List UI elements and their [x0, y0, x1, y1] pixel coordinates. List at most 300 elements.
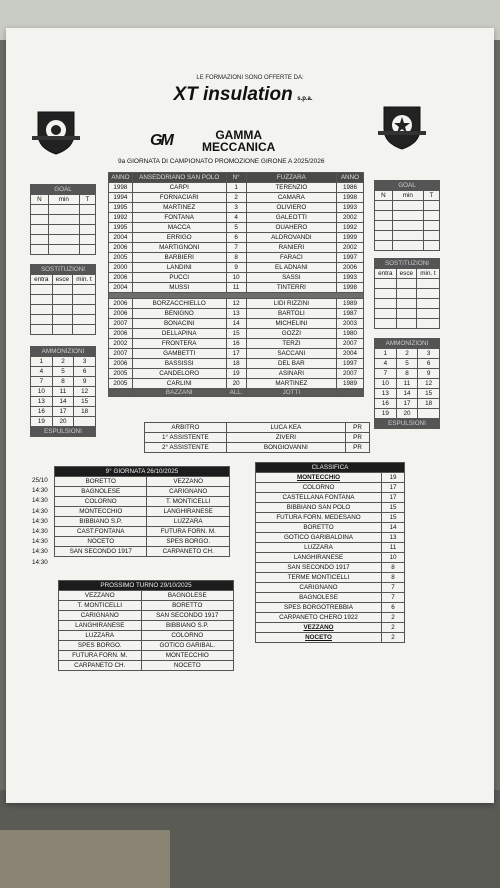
kickoff-time: 14:30: [32, 487, 48, 495]
home-year: 2006: [109, 309, 133, 319]
player-row: [109, 213, 364, 223]
team-points: 17: [382, 483, 405, 493]
away-year: 1998: [336, 193, 363, 203]
number-row: [375, 409, 440, 419]
blank-cell: [73, 305, 96, 315]
home-player: FORNACIARI: [132, 193, 226, 203]
home-team: T. MONTICELLI: [59, 601, 142, 611]
match-row: [55, 497, 230, 507]
number-cell: 7: [31, 377, 53, 387]
number-cell: 3: [74, 357, 96, 367]
home-player: BONACINI: [132, 319, 226, 329]
team-name: MONTECCHIO: [256, 473, 382, 483]
kickoff-time: 14:30: [32, 538, 48, 546]
player-row: [109, 309, 364, 319]
away-team: VEZZANO: [147, 477, 230, 487]
left-numbers-table: [30, 346, 96, 437]
blank-row: [375, 201, 440, 211]
player-row: [109, 263, 364, 273]
home-player: FONTANA: [132, 213, 226, 223]
team-name: CASTELLANA FONTANA: [256, 493, 382, 503]
referee-name: BONGIOVANNI: [226, 443, 345, 453]
referee-section: PR: [346, 443, 370, 453]
number-row: [375, 389, 440, 399]
kickoff-time: 14:30: [32, 548, 48, 556]
away-team: CARPANETO CH.: [147, 547, 230, 557]
shirt-number: 20: [226, 379, 246, 389]
blank-cell: [375, 201, 393, 211]
player-row: [109, 329, 364, 339]
player-row: [109, 183, 364, 193]
away-player: DEL BAR: [246, 359, 336, 369]
away-year: 1992: [336, 223, 363, 233]
referee-name: ZIVERI: [226, 433, 345, 443]
coach-home: BAZZANI: [132, 389, 226, 397]
blank-row: [375, 279, 440, 289]
blank-cell: [73, 315, 96, 325]
match-row: [59, 601, 234, 611]
home-year: 2000: [109, 263, 133, 273]
blank-cell: [375, 211, 393, 221]
number-cell: 13: [31, 397, 53, 407]
home-team: FUTURA FORN. M.: [59, 651, 142, 661]
col-header: FUZZARA: [246, 173, 336, 183]
blank-row: [375, 319, 440, 329]
home-year: 1995: [109, 223, 133, 233]
standing-row: [256, 603, 405, 613]
away-team: GOTICO GARIBAL.: [141, 641, 233, 651]
blank-cell: [73, 285, 96, 295]
blank-cell: [79, 205, 95, 215]
blank-row: [375, 221, 440, 231]
away-year: 1986: [336, 183, 363, 193]
kickoff-time: 25/10: [32, 477, 48, 484]
number-cell: 11: [396, 379, 418, 389]
team-points: 19: [382, 473, 405, 483]
blank-cell: [31, 235, 49, 245]
right-foot-head: ESPULSIONI: [375, 419, 440, 429]
blank-cell: [392, 221, 423, 231]
home-team: CARPANETO CH.: [59, 661, 142, 671]
home-year: 1998: [109, 183, 133, 193]
col-header: ANSEDDRIANO SAN POLO: [132, 173, 226, 183]
home-player: FRONTERA: [132, 339, 226, 349]
team-points: 8: [382, 563, 405, 573]
blank-row: [31, 205, 96, 215]
blank-cell: [375, 289, 397, 299]
number-cell: 11: [52, 387, 74, 397]
match-row: [55, 547, 230, 557]
right-numbers-head: AMMONIZIONI: [375, 339, 440, 349]
number-row: [31, 377, 96, 387]
blank-row: [31, 225, 96, 235]
number-cell: 17: [52, 407, 74, 417]
home-player: GAMBETTI: [132, 349, 226, 359]
blank-cell: [396, 279, 416, 289]
blank-cell: [392, 241, 423, 251]
away-team: NOCETO: [141, 661, 233, 671]
home-year: 2007: [109, 349, 133, 359]
cell: [109, 389, 133, 397]
referee-role: ARBITRO: [145, 423, 227, 433]
left-goals-head: GOAL: [31, 185, 96, 195]
next-round-title: PROSSIMO TURNO 29/10/2025: [59, 581, 234, 591]
blank-row: [31, 285, 96, 295]
away-team: FUTURA FORN. M.: [147, 527, 230, 537]
standing-row: [256, 563, 405, 573]
blank-cell: [417, 309, 440, 319]
away-player: CAMARA: [246, 193, 336, 203]
col-header: entra: [31, 275, 53, 285]
home-year: 2004: [109, 233, 133, 243]
home-player: LANDINI: [132, 263, 226, 273]
shirt-number: 13: [226, 309, 246, 319]
referee-role: 2° ASSISTENTE: [145, 443, 227, 453]
player-row: [109, 379, 364, 389]
team-points: 15: [382, 513, 405, 523]
team-points: 2: [382, 623, 405, 633]
left-foot-head: ESPULSIONI: [31, 427, 96, 437]
match-row: [55, 507, 230, 517]
away-year: 1999: [336, 233, 363, 243]
match-row: [55, 527, 230, 537]
player-row: [109, 349, 364, 359]
team-points: 7: [382, 593, 405, 603]
round-results-table: [54, 466, 230, 557]
away-year: 2002: [336, 213, 363, 223]
blank-cell: [417, 279, 440, 289]
team-name: VEZZANO: [256, 623, 382, 633]
home-year: 2005: [109, 369, 133, 379]
number-cell: 14: [396, 389, 418, 399]
team-name: CARPANETO CHERO 1922: [256, 613, 382, 623]
blank-cell: [396, 319, 416, 329]
referee-row: [145, 423, 370, 433]
blank-row: [375, 231, 440, 241]
player-row: [109, 223, 364, 233]
team-points: 13: [382, 533, 405, 543]
team-name: LANGHIRANESE: [256, 553, 382, 563]
team-name: FUTURA FORN. MEDESANO: [256, 513, 382, 523]
team-name: COLORNO: [256, 483, 382, 493]
away-team: SAN SECONDO 1917: [141, 611, 233, 621]
number-cell: 7: [375, 369, 397, 379]
blank-row: [31, 315, 96, 325]
blank-cell: [396, 309, 416, 319]
number-row: [31, 357, 96, 367]
blank-cell: [52, 295, 72, 305]
player-row: [109, 233, 364, 243]
blank-cell: [48, 235, 79, 245]
number-cell: 2: [396, 349, 418, 359]
number-row: [31, 397, 96, 407]
number-cell: 16: [31, 407, 53, 417]
away-team: LANGHIRANESE: [147, 507, 230, 517]
blank-cell: [48, 215, 79, 225]
shirt-number: 19: [226, 369, 246, 379]
blank-cell: [423, 241, 439, 251]
number-row: [375, 349, 440, 359]
team-name: TERME MONTICELLI: [256, 573, 382, 583]
referees-table: [144, 422, 370, 453]
away-player: RANIERI: [246, 243, 336, 253]
blank-cell: [52, 325, 72, 335]
next-round-table: [58, 580, 234, 671]
blank-row: [375, 309, 440, 319]
number-cell: 4: [31, 367, 53, 377]
away-player: ASINARI: [246, 369, 336, 379]
home-team: LUZZARA: [59, 631, 142, 641]
blank-cell: [417, 299, 440, 309]
blank-row: [31, 245, 96, 255]
team-name: SAN SECONDO 1917: [256, 563, 382, 573]
referee-section: PR: [346, 433, 370, 443]
col-header: min. t: [73, 275, 96, 285]
home-team: MONTECCHIO: [55, 507, 147, 517]
team-points: 14: [382, 523, 405, 533]
background-fabric: [0, 830, 170, 888]
number-cell: [418, 409, 440, 419]
number-cell: 17: [396, 399, 418, 409]
away-player: SASSI: [246, 273, 336, 283]
away-player: TINTERRI: [246, 283, 336, 293]
number-cell: 8: [396, 369, 418, 379]
number-cell: 9: [418, 369, 440, 379]
away-team: SPES BORGO.: [147, 537, 230, 547]
blank-cell: [375, 319, 397, 329]
shirt-number: 9: [226, 263, 246, 273]
blank-cell: [375, 241, 393, 251]
referee-name: LUCA KEA: [226, 423, 345, 433]
away-player: MICHELINI: [246, 319, 336, 329]
team-points: 10: [382, 553, 405, 563]
blank-row: [31, 215, 96, 225]
left-subs-head: SOSTITUZIONI: [31, 265, 96, 275]
left-subs-table: [30, 264, 96, 335]
away-year: 1987: [336, 309, 363, 319]
number-cell: 15: [74, 397, 96, 407]
blank-cell: [31, 245, 49, 255]
home-player: MARTIGNONI: [132, 243, 226, 253]
number-cell: 15: [418, 389, 440, 399]
match-row: [59, 611, 234, 621]
number-row: [375, 359, 440, 369]
number-cell: 10: [31, 387, 53, 397]
away-team: T. MONTICELLI: [147, 497, 230, 507]
away-team: MONTECCHIO: [141, 651, 233, 661]
shirt-number: 14: [226, 319, 246, 329]
blank-cell: [375, 309, 397, 319]
number-cell: 2: [52, 357, 74, 367]
table-header-row: [109, 173, 364, 183]
standing-row: [256, 633, 405, 643]
blank-cell: [417, 289, 440, 299]
number-row: [31, 417, 96, 427]
sponsor-intro: LE FORMAZIONI SONO OFFERTE DA:: [196, 75, 304, 81]
shirt-number: 2: [226, 193, 246, 203]
shirt-number: 12: [226, 299, 246, 309]
home-year: 2007: [109, 319, 133, 329]
blank-row: [375, 299, 440, 309]
number-cell: 1: [375, 349, 397, 359]
home-team: NOCETO: [55, 537, 147, 547]
home-year: 2005: [109, 379, 133, 389]
shirt-number: 3: [226, 203, 246, 213]
number-cell: 3: [418, 349, 440, 359]
blank-cell: [48, 205, 79, 215]
team-name: CARIGNANO: [256, 583, 382, 593]
away-year: 2007: [336, 369, 363, 379]
away-player: TERZI: [246, 339, 336, 349]
kickoff-time: 14:30: [32, 558, 48, 566]
away-year: 1997: [336, 359, 363, 369]
home-player: MARTINEZ: [132, 203, 226, 213]
home-year: 2006: [109, 243, 133, 253]
team-name: SPES BORGOTREBBIA: [256, 603, 382, 613]
standing-row: [256, 513, 405, 523]
away-player: SACCANI: [246, 349, 336, 359]
blank-cell: [423, 221, 439, 231]
page-title: 9a GIORNATA DI CAMPIONATO PROMOZIONE GIRONE A 2025/2026: [118, 158, 325, 165]
number-cell: 18: [74, 407, 96, 417]
right-subs-table: [374, 258, 440, 329]
standing-row: [256, 573, 405, 583]
number-cell: [74, 417, 96, 427]
player-row: [109, 243, 364, 253]
home-team: VEZZANO: [59, 591, 142, 601]
sponsor-gamma-meccanica: [150, 126, 330, 156]
player-row: [109, 339, 364, 349]
number-cell: 4: [375, 359, 397, 369]
away-player: MARTINEZ: [246, 379, 336, 389]
blank-cell: [423, 231, 439, 241]
home-player: MUSSI: [132, 283, 226, 293]
player-row: [109, 193, 364, 203]
col-header: N: [31, 195, 49, 205]
blank-cell: [392, 231, 423, 241]
home-team: SPES BORGO.: [59, 641, 142, 651]
blank-cell: [392, 201, 423, 211]
col-header: esce: [52, 275, 72, 285]
sponsor2-line2: MECCANICA: [202, 140, 276, 154]
number-cell: 9: [74, 377, 96, 387]
team-name: NOCETO: [256, 633, 382, 643]
home-player: CARPI: [132, 183, 226, 193]
blank-row: [31, 295, 96, 305]
home-player: CARLINI: [132, 379, 226, 389]
right-goals-table: [374, 180, 440, 251]
standing-row: [256, 553, 405, 563]
standing-row: [256, 613, 405, 623]
away-team: BAGNOLESE: [141, 591, 233, 601]
blank-cell: [52, 305, 72, 315]
blank-cell: [48, 245, 79, 255]
number-cell: 16: [375, 399, 397, 409]
away-year: 2004: [336, 349, 363, 359]
player-row: [109, 319, 364, 329]
home-team: COLORNO: [55, 497, 147, 507]
blank-cell: [52, 285, 72, 295]
team-points: 17: [382, 493, 405, 503]
col-header: ANNO: [109, 173, 133, 183]
blank-cell: [375, 231, 393, 241]
standing-row: [256, 533, 405, 543]
standing-row: [256, 503, 405, 513]
home-player: PUCCI: [132, 273, 226, 283]
home-year: 1992: [109, 213, 133, 223]
shirt-number: 8: [226, 253, 246, 263]
shirt-number: 18: [226, 359, 246, 369]
blank-cell: [73, 325, 96, 335]
blank-cell: [396, 299, 416, 309]
kickoff-time: 14:30: [32, 497, 48, 505]
away-player: GOZZI: [246, 329, 336, 339]
away-team: LUZZARA: [147, 517, 230, 527]
number-cell: 8: [52, 377, 74, 387]
shirt-number: 16: [226, 339, 246, 349]
coach-label: ALL.: [226, 389, 246, 397]
standing-row: [256, 493, 405, 503]
coach-away: JOTTI: [246, 389, 336, 397]
standing-row: [256, 583, 405, 593]
home-team: BAGNOLESE: [55, 487, 147, 497]
home-year: 2004: [109, 283, 133, 293]
player-row: [109, 369, 364, 379]
away-player: ALDROVANDI: [246, 233, 336, 243]
sponsor2-line1: GAMMA: [215, 128, 262, 142]
blank-row: [31, 305, 96, 315]
player-row: [109, 273, 364, 283]
away-year: 1993: [336, 203, 363, 213]
referee-row: [145, 443, 370, 453]
number-cell: 6: [418, 359, 440, 369]
blank-cell: [48, 225, 79, 235]
lineup-table: [108, 172, 364, 397]
blank-cell: [79, 215, 95, 225]
number-row: [375, 379, 440, 389]
home-team: CARIGNANO: [59, 611, 142, 621]
blank-cell: [31, 205, 49, 215]
match-row: [59, 591, 234, 601]
sponsor1-suffix: s.p.a.: [297, 96, 313, 102]
standing-row: [256, 593, 405, 603]
blank-row: [31, 235, 96, 245]
right-subs-head: SOSTITUZIONI: [375, 259, 440, 269]
number-row: [31, 367, 96, 377]
team-name: BIBBIANO SAN POLO: [256, 503, 382, 513]
blank-cell: [392, 211, 423, 221]
sponsor-xt-insulation: [148, 84, 338, 114]
team-name: BORETTO: [256, 523, 382, 533]
away-player: LIDI RIZZINI: [246, 299, 336, 309]
blank-cell: [31, 325, 53, 335]
away-player: BARTOLI: [246, 309, 336, 319]
away-year: 1989: [336, 379, 363, 389]
col-header: min. t: [417, 269, 440, 279]
standing-row: [256, 523, 405, 533]
away-player: FARACI: [246, 253, 336, 263]
number-row: [31, 387, 96, 397]
home-team: SAN SECONDO 1917: [55, 547, 147, 557]
right-goals-head: GOAL: [375, 181, 440, 191]
away-year: 1989: [336, 299, 363, 309]
away-player: GALEOTTI: [246, 213, 336, 223]
away-year: 1980: [336, 329, 363, 339]
number-cell: 5: [396, 359, 418, 369]
number-cell: 20: [52, 417, 74, 427]
shirt-number: 17: [226, 349, 246, 359]
number-cell: 18: [418, 399, 440, 409]
